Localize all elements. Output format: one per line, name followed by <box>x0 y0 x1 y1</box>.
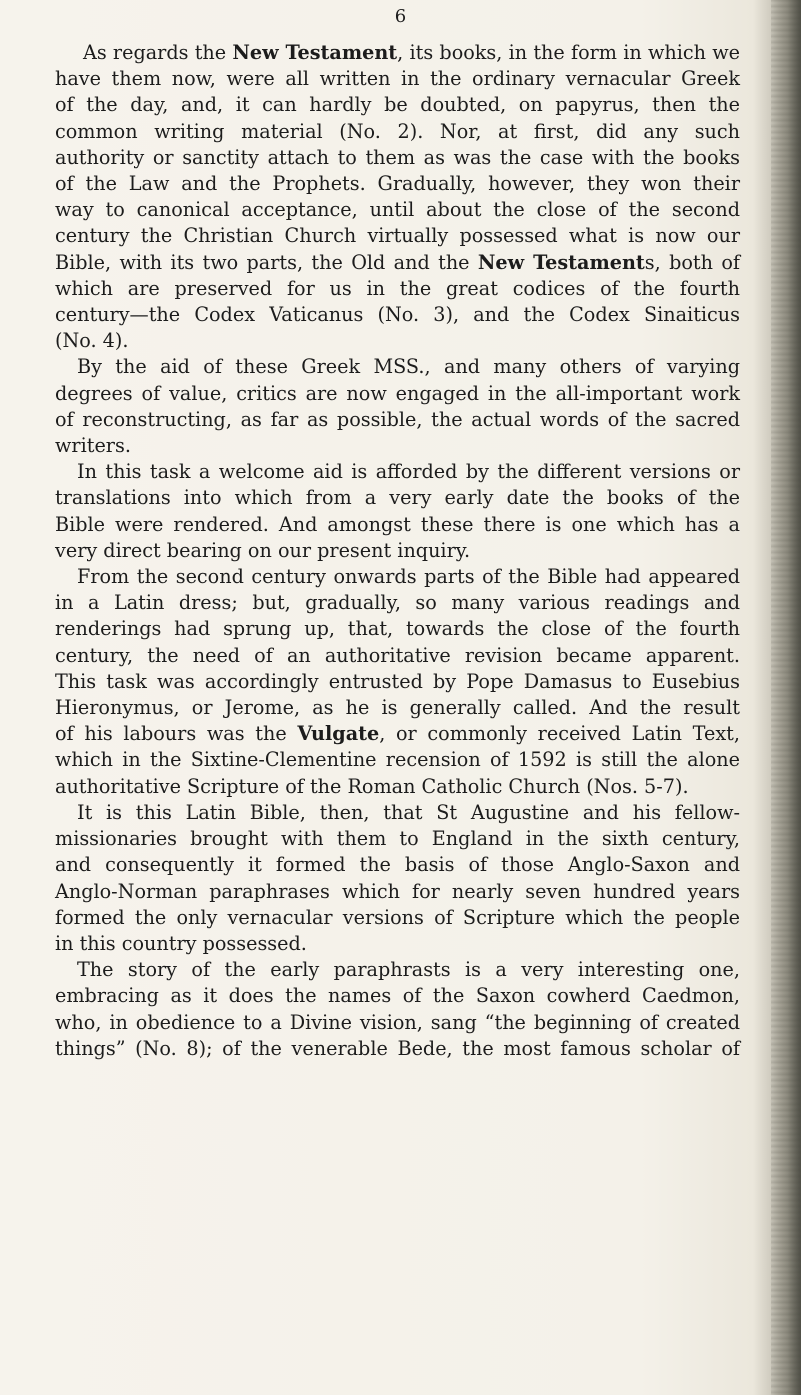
text-line: The story of the early paraphrasts is a very interesting one, <box>77 958 740 982</box>
text-line: common writing material (No. 2). Nor, at first, did any such <box>55 119 740 143</box>
bold-term: New Testament <box>477 250 645 274</box>
text-line: of the day, and, it can hardly be doubted, on papyrus, then the <box>55 93 740 117</box>
body-text <box>55 40 740 1062</box>
text-line: This task was accordingly entrusted by Pope Damasus to Eusebius <box>55 669 740 693</box>
text-line: century—the Codex Vaticanus (No. 3), and the Codex Sinaiticus <box>55 303 740 327</box>
text-line: century the Christian Church virtually possessed what is now our <box>55 224 740 248</box>
text-line: of reconstructing, as far as possible, the actual words of the sacred <box>55 407 740 431</box>
text-line: things” (No. 8); of the venerable Bede, the most famous scholar of <box>55 1036 740 1060</box>
text-line: which in the Sixtine-Clementine recension of 1592 is still the alone <box>55 748 740 772</box>
text-line: As regards the New Testament, its books, in the form in which we <box>83 41 740 64</box>
text-line: missionaries brought with them to England in the sixth century, <box>55 827 740 851</box>
text-line: formed the only vernacular versions of Scripture which the people <box>55 905 740 929</box>
text-line: It is this Latin Bible, then, that St Augustine and his fellow- <box>77 800 740 824</box>
text-line: way to canonical acceptance, until about the close of the second <box>55 198 740 222</box>
text-line: writers. <box>55 434 131 458</box>
text-line: By the aid of these Greek MSS., and many others of varying <box>77 355 740 379</box>
bold-term: New Testament <box>232 41 398 64</box>
page-edge-shadow <box>771 0 801 1395</box>
text-line: Bible were rendered. And amongst these there is one which has a <box>55 512 740 536</box>
text-line: Bible, with its two parts, the Old and the New Testaments, both of <box>55 250 740 274</box>
text-line: and consequently it formed the basis of those Anglo-Saxon and <box>55 853 740 877</box>
text-line: in a Latin dress; but, gradually, so many various readings and <box>55 591 740 615</box>
bold-term: Vulgate <box>297 722 380 746</box>
text-line: very direct bearing on our present inquiry. <box>55 538 471 562</box>
text-line: who, in obedience to a Divine vision, sang “the beginning of created <box>55 1010 740 1034</box>
text-line: renderings had sprung up, that, towards the close of the fourth <box>55 617 740 641</box>
text-line: of his labours was the Vulgate, or commonly received Latin Text, <box>55 722 740 746</box>
text-line: In this task a welcome aid is afforded by the different versions or <box>77 460 740 484</box>
text-line: in this country possessed. <box>55 931 307 955</box>
text-line: of the Law and the Prophets. Gradually, however, they won their <box>55 172 740 196</box>
text-line: Anglo-Norman paraphrases which for nearly seven hundred years <box>55 879 740 903</box>
text-line: embracing as it does the names of the Saxon cowherd Caedmon, <box>55 984 740 1008</box>
text-line: From the second century onwards parts of the Bible had appeared <box>77 565 740 589</box>
text-line: have them now, were all written in the ordinary vernacular Greek <box>55 67 740 91</box>
page-number: 6 <box>394 6 407 27</box>
text-line: authoritative Scripture of the Roman Catholic Church (Nos. 5-7). <box>55 774 689 798</box>
text-line: translations into which from a very early date the books of the <box>55 486 740 510</box>
text-line: century, the need of an authoritative revision became apparent. <box>55 643 740 667</box>
text-line: (No. 4). <box>55 329 129 353</box>
text-line: Hieronymus, or Jerome, as he is generally called. And the result <box>55 696 740 720</box>
text-line: degrees of value, critics are now engaged in the all-important work <box>55 381 740 405</box>
text-line: authority or sanctity attach to them as was the case with the books <box>55 145 740 169</box>
text-line: which are preserved for us in the great codices of the fourth <box>55 276 740 300</box>
